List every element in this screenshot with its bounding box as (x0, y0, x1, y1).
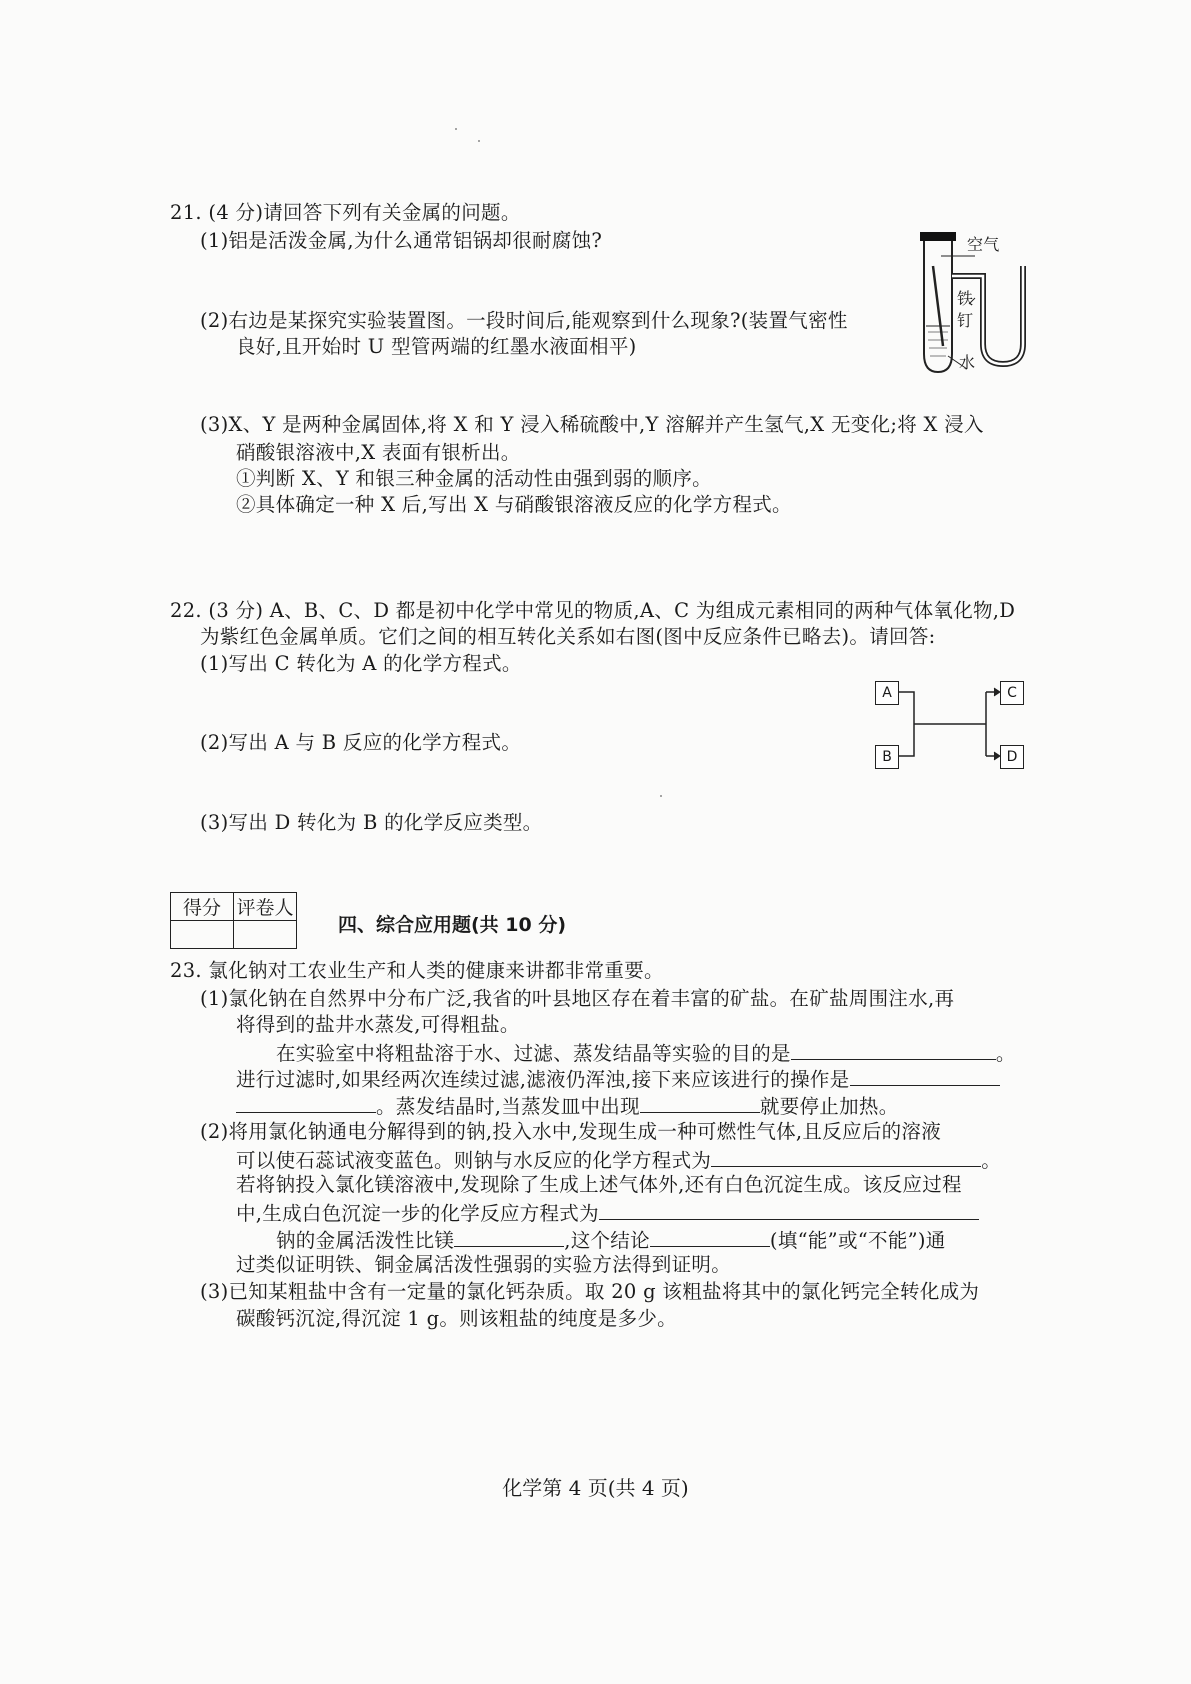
q23-part2-line4-text: 中,生成白色沉淀一步的化学反应方程式为 (236, 1202, 599, 1225)
label-air: 空气 (967, 235, 1000, 254)
node-c: C (1000, 681, 1024, 705)
q22-part1: (1)写出 C 转化为 A 的化学方程式。 (200, 652, 522, 675)
label-iron: 铁 (957, 289, 974, 308)
q23-part2-line2-text: 可以使石蕊试液变蓝色。则钠与水反应的化学方程式为 (236, 1149, 712, 1172)
q23-part1-line5-mid: 。蒸发结晶时,当蒸发皿中出现 (376, 1095, 640, 1118)
q22-title-line1: 22. (3 分) A、B、C、D 都是初中化学中常见的物质,A、C 为组成元素相同的两种气体氧化物,D (170, 599, 1016, 622)
q23-part2-line5-b: ,这个结论 (564, 1229, 650, 1252)
node-b: B (875, 745, 899, 769)
label-water: 水 (959, 353, 976, 372)
q23-part2-line6: 过类似证明铁、铜金属活泼性强弱的实验方法得到证明。 (236, 1253, 732, 1276)
q23-part2-line5 (276, 1226, 946, 1254)
q21-part2-line2: 良好,且开始时 U 型管两端的红墨水液面相平) (236, 335, 637, 358)
page-footer: 化学第 4 页(共 4 页) (502, 1476, 689, 1500)
score-header: 得分 (171, 893, 234, 921)
q23-part2-line4 (236, 1199, 979, 1227)
q22-part3: (3)写出 D 转化为 B 的化学反应类型。 (200, 811, 543, 834)
q23-part3-line1: (3)已知某粗盐中含有一定量的氯化钙杂质。取 20 g 该粗盐将其中的氯化钙完全转化成为 (200, 1280, 980, 1303)
q23-part1-line4 (236, 1065, 1000, 1093)
scan-speck (455, 128, 457, 130)
q21-part3-line1: (3)X、Y 是两种金属固体,将 X 和 Y 浸入稀硫酸中,Y 溶解并产生氢气,X 无变化;将 X 浸入 (200, 413, 984, 436)
score-cell[interactable] (171, 921, 234, 949)
q23-part1-line3 (276, 1039, 1016, 1067)
q23-part2-line1: (2)将用氯化钠通电分解得到的钠,投入水中,发现生成一种可燃性气体,且反应后的溶液 (200, 1120, 942, 1143)
label-nail: 钉 (957, 311, 974, 330)
q23-part2-line2-end: 。 (981, 1149, 1002, 1172)
q22-part2: (2)写出 A 与 B 反应的化学方程式。 (200, 731, 522, 754)
answer-blank-next-operation[interactable] (850, 1065, 1000, 1086)
q22-title-line2: 为紫红色金属单质。它们之间的相互转化关系如右图(图中反应条件已略去)。请回答: (200, 625, 936, 648)
section-heading: 四、综合应用题(共 10 分) (338, 914, 567, 936)
q23-part2-line5-c: (填“能”或“不能”)通 (769, 1229, 946, 1252)
scan-speck (660, 795, 662, 797)
q21-title: 21. (4 分)请回答下列有关金属的问题。 (170, 201, 521, 224)
q21-part3-sub2: ②具体确定一种 X 后,写出 X 与硝酸银溶液反应的化学方程式。 (236, 493, 792, 516)
grader-header: 评卷人 (234, 893, 297, 921)
q23-part1-line4-text: 进行过滤时,如果经两次连续过滤,滤液仍浑浊,接下来应该进行的操作是 (236, 1068, 850, 1091)
q21-part2-line1: (2)右边是某探究实验装置图。一段时间后,能观察到什么现象?(装置气密性 (200, 309, 848, 332)
q23-part1-line5-end: 就要停止加热。 (759, 1095, 899, 1118)
q23-part1-line2: 将得到的盐井水蒸发,可得粗盐。 (236, 1013, 520, 1036)
q23-part1-line5 (236, 1092, 899, 1120)
answer-blank-sodium-water-equation[interactable] (711, 1146, 981, 1167)
q23-title: 23. 氯化钠对工农业生产和人类的健康来讲都非常重要。 (170, 959, 664, 982)
answer-blank-purpose[interactable] (791, 1039, 996, 1060)
answer-blank-activity-compare[interactable] (454, 1226, 564, 1247)
q21-part3-line2: 硝酸银溶液中,X 表面有银析出。 (236, 441, 521, 464)
node-a: A (875, 681, 899, 705)
q23-part2-line5-a: 钠的金属活泼性比镁 (276, 1229, 455, 1252)
q23-part1-line3-end: 。 (995, 1042, 1016, 1065)
answer-blank-evaporation[interactable] (640, 1092, 760, 1113)
q23-part2-line3: 若将钠投入氯化镁溶液中,发现除了生成上述气体外,还有白色沉淀生成。该反应过程 (236, 1173, 962, 1196)
q21-part1: (1)铝是活泼金属,为什么通常铝锅却很耐腐蚀? (200, 229, 603, 252)
q23-part2-line2 (236, 1146, 1001, 1174)
answer-blank-next-operation-cont[interactable] (236, 1092, 376, 1113)
rust-experiment-apparatus (915, 226, 1040, 380)
answer-blank-can-or-cannot[interactable] (650, 1226, 770, 1247)
q23-part1-line1: (1)氯化钠在自然界中分布广泛,我省的叶县地区存在着丰富的矿盐。在矿盐周围注水,再 (200, 987, 955, 1010)
q23-part3-line2: 碳酸钙沉淀,得沉淀 1 g。则该粗盐的纯度是多少。 (236, 1307, 677, 1330)
grader-cell[interactable] (234, 921, 297, 949)
q21-part3-sub1: ①判断 X、Y 和银三种金属的活动性由强到弱的顺序。 (236, 467, 712, 490)
scan-speck (478, 140, 480, 142)
score-table (170, 892, 297, 949)
node-d: D (1000, 745, 1024, 769)
q23-part1-line3-text: 在实验室中将粗盐溶于水、过滤、蒸发结晶等实验的目的是 (276, 1042, 791, 1065)
answer-blank-precipitate-equation[interactable] (599, 1199, 979, 1220)
